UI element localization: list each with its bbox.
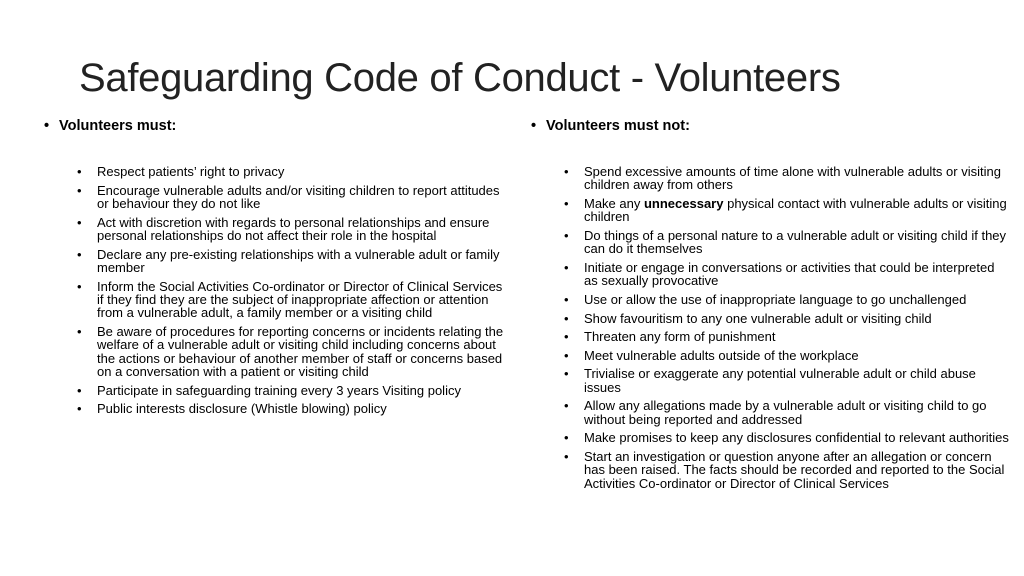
bullet-icon: • — [77, 182, 82, 198]
bullet-icon: • — [564, 347, 569, 363]
bullet-icon: • — [564, 430, 569, 446]
column-heading-must — [44, 118, 504, 135]
list-item: • Participate in safeguarding training every 3 years Visiting policy — [77, 382, 461, 398]
bullet-icon: • — [564, 366, 569, 382]
bullet-icon: • — [564, 292, 569, 307]
list-item: • Allow any allegations made by a vulnerable adult or visiting child to go without being reported and addressed — [564, 398, 987, 427]
list-item: • Declare any pre-existing relationships with a vulnerable adult or family member — [77, 246, 500, 275]
must-list — [44, 165, 504, 416]
bullet-icon: • — [564, 398, 569, 414]
heading-text: Volunteers must not: — [546, 118, 690, 134]
list-item: • Act with discretion with regards to personal relationships and ensure personal relationships do not affect their role in the hospital — [77, 214, 490, 243]
list-item: • Respect patients’ right to privacy — [77, 164, 285, 179]
list-item: • Trivialise or exaggerate any potential vulnerable adult or child abuse issues — [564, 366, 976, 395]
list-item: • Make promises to keep any disclosures confidential to relevant authorities — [564, 430, 1009, 446]
list-item: • Start an investigation or question anyone after an allegation or concern has been raised. The facts should be recorded and reported to the Social Activities Co-ordinator or Director of Clinical Services — [564, 448, 1005, 491]
list-item: • Encourage vulnerable adults and/or visiting children to report attitudes or behaviour they do not like — [77, 182, 500, 211]
bullet-icon: • — [564, 448, 569, 464]
bullet-icon: • — [564, 228, 569, 243]
list-item: • Meet vulnerable adults outside of the workplace — [564, 347, 859, 363]
list-item: • Show favouritism to any one vulnerable adult or visiting child — [564, 310, 932, 326]
list-item: • Inform the Social Activities Co-ordinator or Director of Clinical Services if they find they are the subject of inappropriate affection or attention from a vulnerable adult, a family member or a visiting child — [77, 278, 503, 321]
bullet-icon: • — [77, 246, 82, 262]
bullet-icon: • — [77, 324, 82, 339]
bullet-icon: • — [564, 329, 569, 345]
list-item: • Initiate or engage in conversations or activities that could be interpreted as sexually provocative — [564, 260, 995, 289]
bullet-icon: • — [564, 260, 569, 275]
list-item: • Make any unnecessary physical contact with vulnerable adults or visiting children — [564, 196, 1007, 225]
bullet-icon: • — [77, 401, 82, 417]
bullet-icon: • — [564, 310, 569, 326]
list-item: • Public interests disclosure (Whistle blowing) policy — [77, 401, 387, 417]
list-item: • Use or allow the use of inappropriate language to go unchallenged — [564, 292, 967, 307]
column-must-not — [531, 118, 1009, 495]
list-item: • Spend excessive amounts of time alone with vulnerable adults or visiting children away from others — [564, 164, 1001, 193]
bullet-icon: • — [564, 196, 569, 211]
list-item: • Do things of a personal nature to a vulnerable adult or visiting child if they can do it themselves — [564, 228, 1007, 257]
bullet-icon: • — [77, 382, 82, 398]
bullet-icon: • — [44, 118, 50, 134]
heading-text: Volunteers must: — [59, 118, 177, 134]
bullet-icon: • — [77, 214, 82, 230]
bullet-icon: • — [564, 164, 569, 179]
emphasis-text: unnecessary — [643, 196, 724, 211]
column-heading-must-not — [531, 118, 1009, 135]
slide-title: Safeguarding Code of Conduct - Volunteers — [79, 56, 841, 100]
bullet-icon: • — [77, 278, 82, 294]
column-must — [44, 118, 504, 421]
list-item: • Threaten any form of punishment — [564, 329, 776, 345]
must-not-list — [531, 165, 1009, 490]
bullet-icon: • — [77, 164, 82, 179]
list-item: • Be aware of procedures for reporting concerns or incidents relating the welfare of a vulnerable adult or visiting child including concerns about the actions or behaviour of another member of staff or concerns based on a conversation with a patient or visiting child — [77, 324, 504, 380]
bullet-icon: • — [531, 118, 537, 134]
